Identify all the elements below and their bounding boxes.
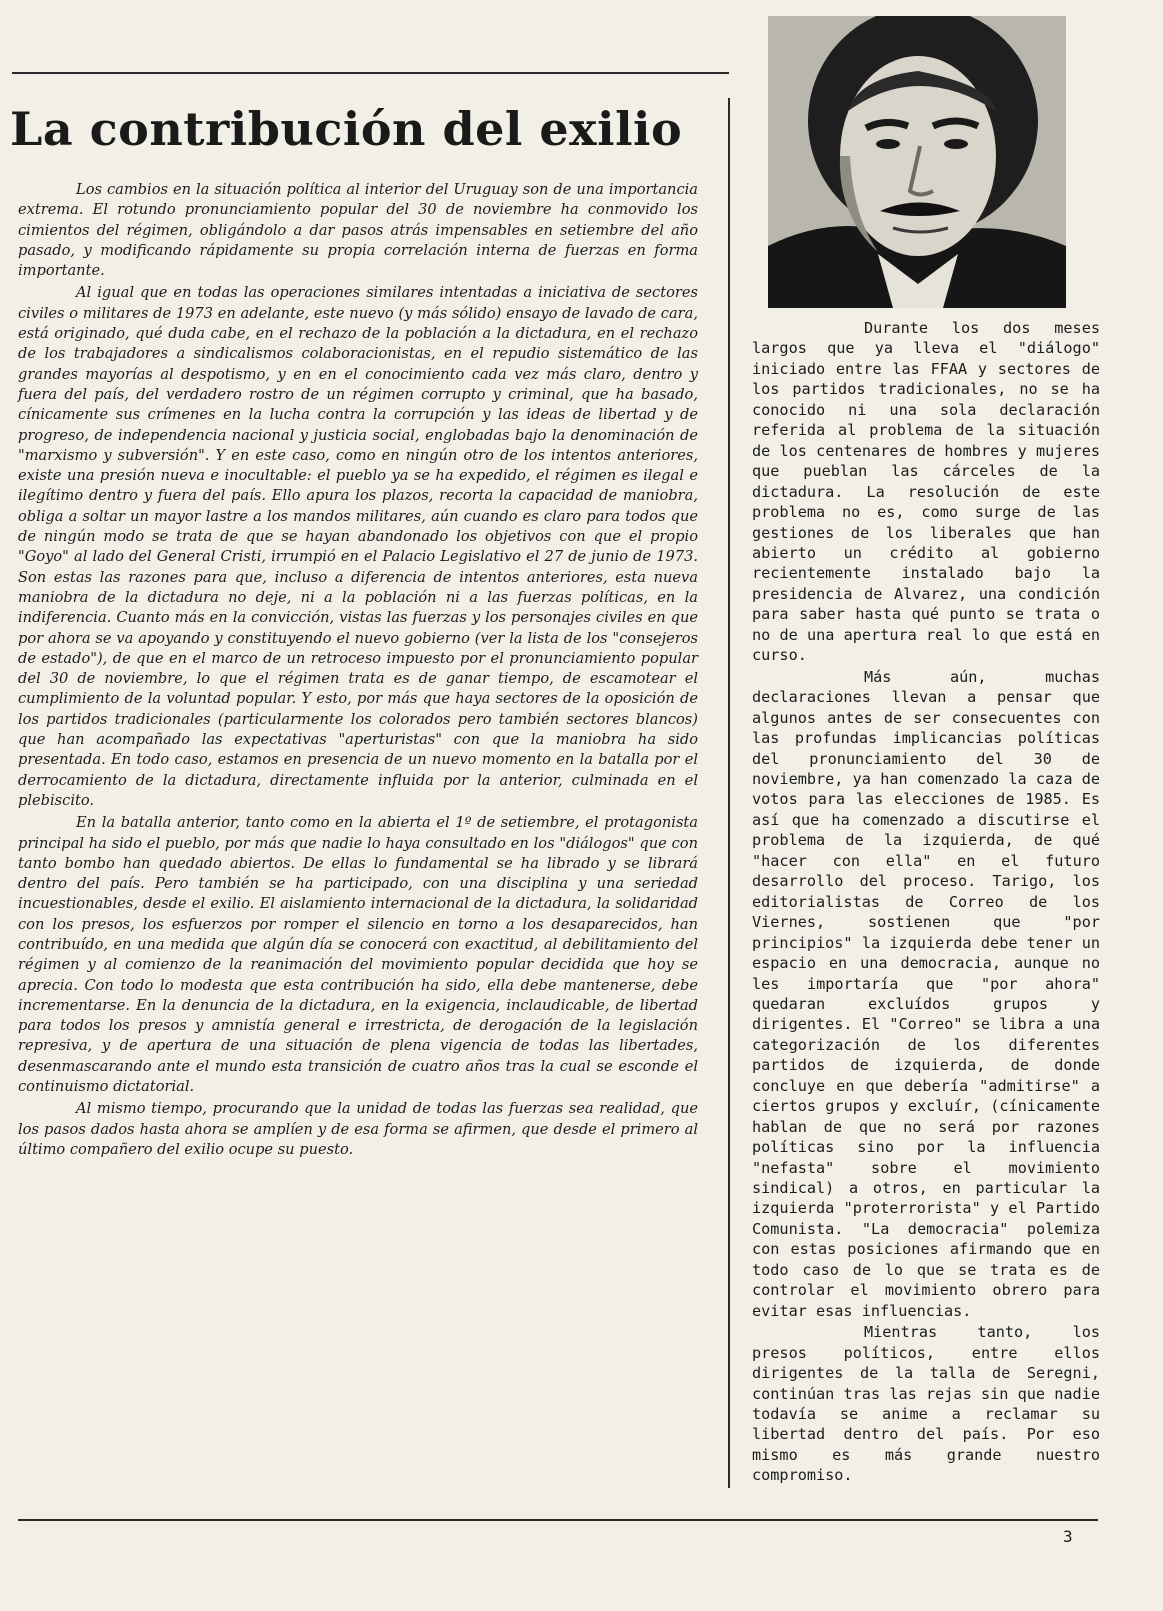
right-paragraph-3: Mientras tanto, los presos políticos, entre ellos dirigentes de la talla de Seregni, continúan tras las rejas sin que nadie todavía se anime a reclamar su libertad dentro del país. Por eso mismo es más grande nuestro compromiso. <box>752 1323 1100 1485</box>
bottom-rule <box>18 1519 1098 1521</box>
left-paragraph-1: Los cambios en la situación política al interior del Uruguay son de una importancia extrema. El rotundo pronunciamiento popular del 30 de noviembre ha conmovido los cimientos del régimen, obligándolo a dar pasos atrás impensables en setiembre del año pasado, y modificando rápidamente su propia correlación interna de fuerzas en forma importante. <box>18 181 698 280</box>
portrait-photo <box>768 16 1066 308</box>
article-title: La contribución del exilio <box>10 102 683 156</box>
left-paragraph-4: Al mismo tiempo, procurando que la unidad de todas las fuerzas sea realidad, que los pasos dados hasta ahora se amplíen y de esa forma se afirmen, que desde el primero al último compañero del exilio ocupe su puesto. <box>18 1100 698 1158</box>
top-rule <box>12 72 729 74</box>
left-paragraph-3: En la batalla anterior, tanto como en la abierta el 1º de setiembre, el protagonista principal ha sido el pueblo, por más que nadie lo haya consultado en los "diálogos" que con tanto bombo han quedado abiertos. De ellas lo fundamental se ha librado y se librará dentro del país. Pero también se ha participado, con una disciplina y una seriedad incuestionables, desde el exilio. El aislamiento internacional de la dictadura, la solidaridad con los presos, los esfuerzos por romper el silencio en torno a los desaparecidos, han contribuído, en una medida que algún día se conocerá con exactitud, al debilitamiento del régimen y al comienzo de la reanimación del movimiento popular decidida que hoy se aprecia. Con todo lo modesta que esta contribución ha sido, ella debe mantenerse, debe incrementarse. En la denuncia de la dictadura, en la exigencia, inclaudicable, de libertad para todos los presos y amnistía general e irrestricta, de derogación de la legislación represiva, y de apertura de una situación de plena vigencia de todas las libertades, desenmascarando ante el mundo esta transición de cuatro años tras la cual se esconde el continuismo dictatorial. <box>18 814 698 1096</box>
article-body-right <box>752 318 1100 1487</box>
column-divider <box>728 98 730 1488</box>
right-paragraph-1: Durante los dos meses largos que ya lleva el "diálogo" iniciado entre las FFAA y sectores de los partidos tradicionales, no se ha conocido ni una sola declaración referida al problema de la situación de los centenares de hombres y mujeres que pueblan las cárceles de la dictadura. La resolución de este problema no es, como surge de las gestiones de los liberales que han abierto un crédito al gobierno recientemente instalado bajo la presidencia de Alvarez, una condición para saber hasta qué punto se trata o no de una apertura real lo que está en curso. <box>752 319 1100 665</box>
article-body-left <box>18 180 698 1162</box>
right-paragraph-2: Más aún, muchas declaraciones llevan a pensar que algunos antes de ser consecuentes con las profundas implicancias políticas del pronunciamiento del 30 de noviembre, ya han comenzado la caza de votos para las elecciones de 1985. Es así que ha comenzado a discutirse el problema de la izquierda, de qué "hacer con ella" en el futuro desarrollo del proceso. Tarigo, los editorialistas de Correo de los Viernes, sostienen que "por principios" la izquierda debe tener un espacio en una democracia, aunque no les importaría que "por ahora" quedaran excluídos grupos y dirigentes. El "Correo" se libra a una categorización de los diferentes partidos de izquierda, de donde concluye en que debería "admitirse" a ciertos grupos y excluír, (cínicamente hablan de que no será por razones políticas sino por la influencia "nefasta" sobre el movimiento sindical) a otros, en particular la izquierda "proterrorista" y el Partido Comunista. "La democracia" polemiza con estas posiciones afirmando que en todo caso de lo que se trata es de controlar el movimiento obrero para evitar esas influencias. <box>752 667 1100 1320</box>
page-number: 3 <box>1063 1527 1073 1546</box>
left-paragraph-2: Al igual que en todas las operaciones similares intentadas a iniciativa de sectores civiles o militares de 1973 en adelante, este nuevo (y más sólido) ensayo de lavado de cara, está originado, qué duda cabe, en el rechazo de la población a la dictadura, en el rechazo de los trabajadores a sindicalismos colaboracionistas, en el repudio sistemático de las grandes mayorías al despotismo, y en en el conocimiento cada vez más claro, dentro y fuera del país, del verdadero rostro de un régimen corrupto y criminal, que ha basado, cínicamente sus crímenes en la lucha contra la corrupción y las ideas de libertad y de progreso, de independencia nacional y justicia social, englobadas bajo la denominación de "marxismo y subversión". Y en este caso, como en ningún otro de los intentos anteriores, existe una presión nueva e inocultable: el pueblo ya se ha expedido, el régimen es ilegal e ilegítimo dentro y fuera del país. Ello apura los plazos, recorta la capacidad de maniobra, obliga a soltar un mayor lastre a los mandos militares, aún cuando es claro para todos que de ningún modo se trata de que se hayan abandonado los objetivos con que el propio "Goyo" al lado del General Cristi, irrumpió en el Palacio Legislativo el 27 de junio de 1973. Son estas las razones para que, incluso a diferencia de intentos anteriores, esta nueva maniobra de la dictadura no deje, ni a la población ni a las fuerzas políticas, en la indiferencia. Cuanto más en la convicción, vistas las fuerzas y los personajes civiles en que por ahora se va apoyando y constituyendo el nuevo gobierno (ver la lista de los "consejeros de estado"), de que en el marco de un retroceso impuesto por el pronunciamiento popular del 30 de noviembre, lo que el régimen trata es de ganar tiempo, de escamotear el cumplimiento de la voluntad popular. Y esto, por más que haya sectores de la oposición de los partidos tradicionales (particularmente los colorados pero también sectores blancos) que han acompañado las expectativas "aperturistas" con que la maniobra ha sido presentada. En todo caso, estamos en presencia de un nuevo momento en la batalla por el derrocamiento de la dictadura, directamente influida por la anterior, culminada en el plebiscito. <box>18 284 698 809</box>
